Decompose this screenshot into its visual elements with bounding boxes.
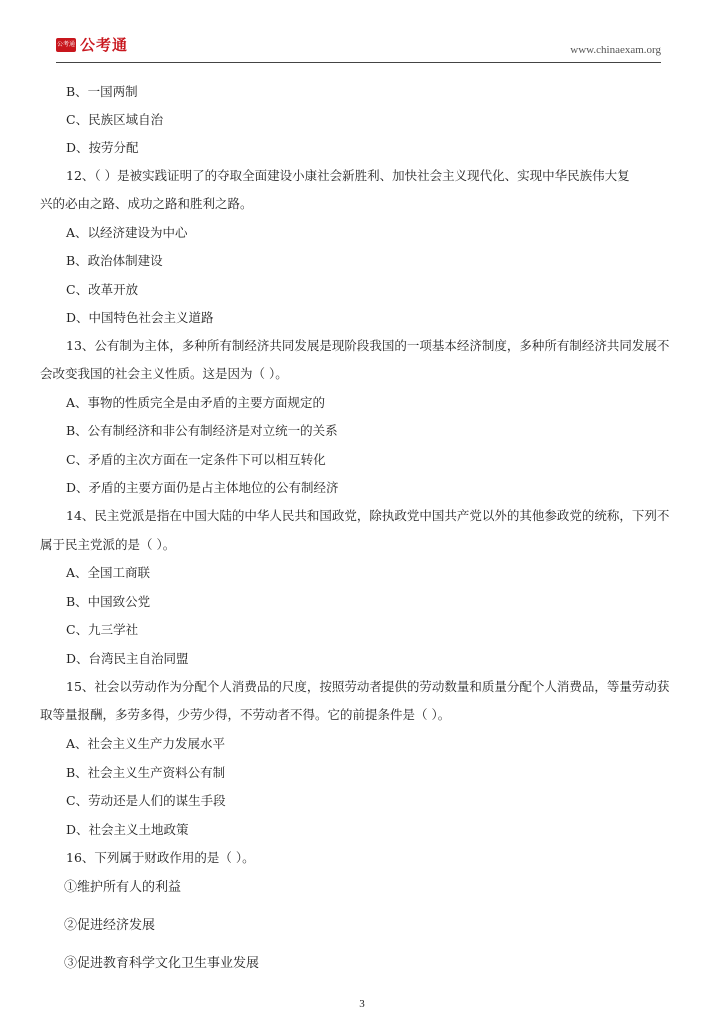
question-15: 15、社会以劳动作为分配个人消费品的尺度，按照劳动者提供的劳动数量和质量分配个人消费品，等量劳动获 <box>66 679 670 694</box>
logo-badge-icon: 公考通 <box>56 38 76 52</box>
logo-text: 公考通 <box>80 36 129 54</box>
option-13-a: A、事物的性质完全是由矛盾的主要方面规定的 <box>66 395 326 410</box>
question-12-cont: 兴的必由之路、成功之路和胜利之路。 <box>40 196 253 211</box>
statement-16-2: ②促进经济发展 <box>64 918 156 933</box>
option-15-a: A、社会主义生产力发展水平 <box>66 736 226 751</box>
option-13-c: C、矛盾的主次方面在一定条件下可以相互转化 <box>66 452 326 467</box>
question-12: 12、（ ）是被实践证明了的夺取全面建设小康社会新胜利、加快社会主义现代化、实现中华民族伟大复 <box>66 168 630 183</box>
header-divider <box>56 62 661 63</box>
page-number: 3 <box>359 998 365 1010</box>
statement-16-1: ①维护所有人的利益 <box>64 880 182 895</box>
option-13-b: B、公有制经济和非公有制经济是对立统一的关系 <box>66 423 338 438</box>
option-14-c: C、九三学社 <box>66 622 139 637</box>
option-12-b: B、政治体制建设 <box>66 253 163 268</box>
question-14-cont: 属于民主党派的是（ ）。 <box>40 537 176 552</box>
statement-16-3: ③促进教育科学文化卫生事业发展 <box>64 956 260 971</box>
option-12-d: D、中国特色社会主义道路 <box>66 310 214 325</box>
option-11-b: B、一国两制 <box>66 84 138 99</box>
question-14: 14、民主党派是指在中国大陆的中华人民共和国政党，除执政党中国共产党以外的其他参政党的统称，下列不 <box>66 508 670 523</box>
option-14-a: A、全国工商联 <box>66 565 151 580</box>
option-12-a: A、以经济建设为中心 <box>66 225 188 240</box>
option-15-b: B、社会主义生产资料公有制 <box>66 765 226 780</box>
question-13: 13、公有制为主体，多种所有制经济共同发展是现阶段我国的一项基本经济制度，多种所有制经济共同发展不 <box>66 338 670 353</box>
option-15-c: C、劳动还是人们的谋生手段 <box>66 793 226 808</box>
logo <box>56 34 128 55</box>
option-12-c: C、改革开放 <box>66 282 139 297</box>
question-16: 16、下列属于财政作用的是（ ）。 <box>66 850 255 865</box>
option-11-c: C、民族区域自治 <box>66 112 164 127</box>
option-13-d: D、矛盾的主要方面仍是占主体地位的公有制经济 <box>66 480 339 495</box>
option-14-b: B、中国致公党 <box>66 594 151 609</box>
option-15-d: D、社会主义土地政策 <box>66 822 189 837</box>
page-header <box>56 34 661 62</box>
site-url: www.chinaexam.org <box>570 44 661 56</box>
question-13-cont: 会改变我国的社会主义性质。这是因为（ ）。 <box>40 366 288 381</box>
question-15-cont: 取等量报酬，多劳多得，少劳少得，不劳动者不得。它的前提条件是（ ）。 <box>40 707 451 722</box>
option-14-d: D、台湾民主自治同盟 <box>66 651 189 666</box>
option-11-d: D、按劳分配 <box>66 140 139 155</box>
